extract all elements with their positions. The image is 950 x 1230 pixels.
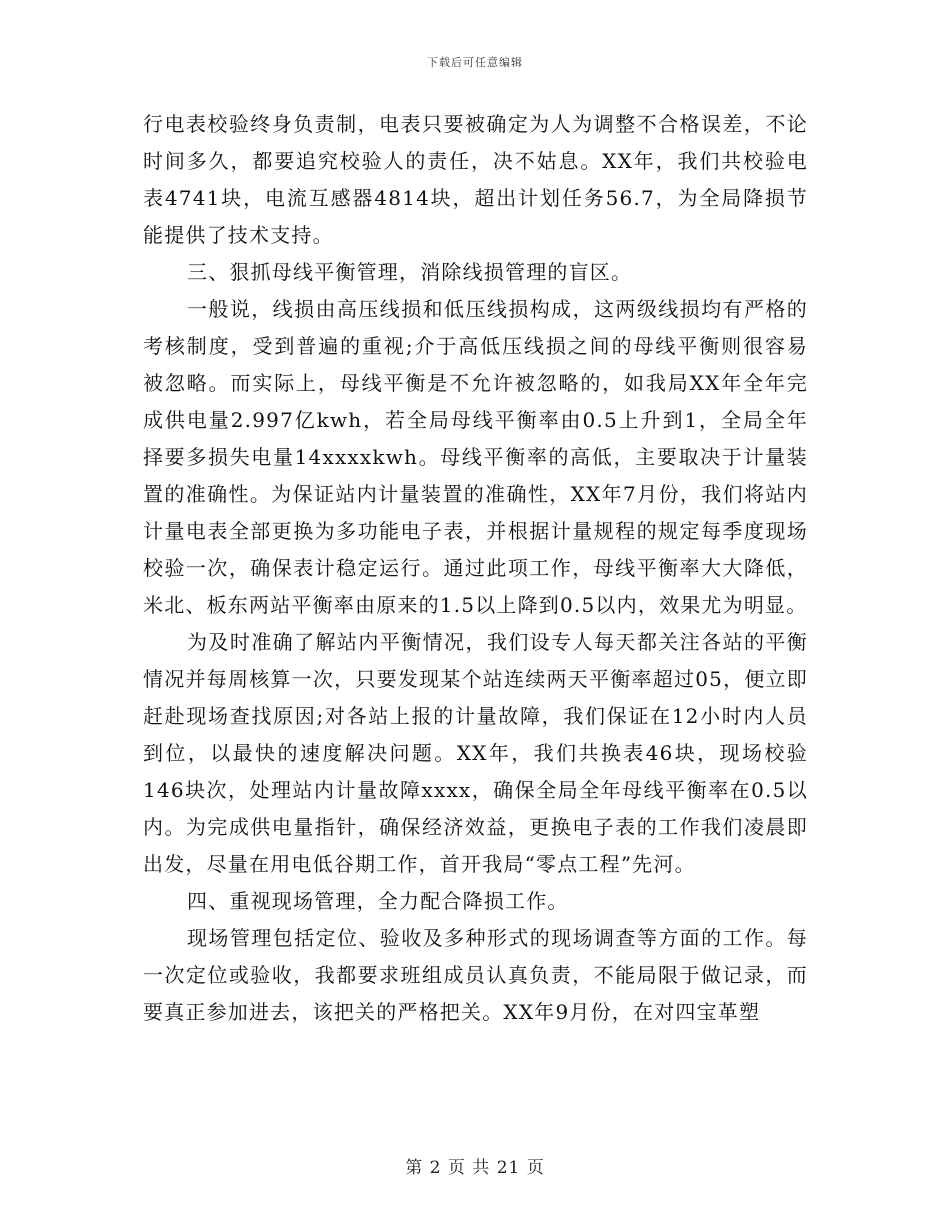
paragraph-1: 行电表校验终身负责制，电表只要被确定为人为调整不合格误差，不论时间多久，都要追究校验人的责任，决不姑息。XX年，我们共校验电表4741块，电流互感器4814块，超出计划任务56.7，为全局降损节能提供了技术支持。 <box>143 112 808 247</box>
paragraph-2: 一般说，线损由高压线损和低压线损构成，这两级线损均有严格的考核制度，受到普遍的重视;介于高低压线损之间的母线平衡则很容易被忽略。而实际上，母线平衡是不允许被忽略的，如我局XX年全年完成供电量2.997亿kwh，若全局母线平衡率由0.5上升到1，全局全年择要多损失电量14xxxxkwh。母线平衡率的高低，主要取决于计量装置的准确性。为保证站内计量装置的准确性，XX年7月份，我们将站内计量电表全部更换为多功能电子表，并根据计量规程的规定每季度现场校验一次，确保表计稳定运行。通过此项工作，母线平衡率大大降低，米北、板东两站平衡率由原来的1.5以上降到0.5以内，效果尤为明显。 <box>143 297 808 617</box>
section-heading-4: 四、重视现场管理，全力配合降损工作。 <box>187 889 569 913</box>
page-header: 下载后可任意编辑 <box>427 56 523 69</box>
section-heading-3: 三、狠抓母线平衡管理，消除线损管理的盲区。 <box>187 260 633 284</box>
paragraph-4: 现场管理包括定位、验收及多种形式的现场调查等方面的工作。每一次定位或验收，我都要求班组成员认真负责，不能局限于做记录，而要真正参加进去，该把关的严格把关。XX年9月份，在对四宝革塑 <box>143 926 808 1024</box>
document-body <box>143 106 808 1031</box>
page-footer: 第 2 页 共 21 页 <box>405 1158 545 1178</box>
paragraph-3: 为及时准确了解站内平衡情况，我们设专人每天都关注各站的平衡情况并每周核算一次，只要发现某个站连续两天平衡率超过05，便立即赶赴现场查找原因;对各站上报的计量故障，我们保证在12小时内人员到位，以最快的速度解决问题。XX年，我们共换表46块，现场校验146块次，处理站内计量故障xxxx，确保全局全年母线平衡率在0.5以内。为完成供电量指针，确保经济效益，更换电子表的工作我们凌晨即出发，尽量在用电低谷期工作，首开我局“零点工程”先河。 <box>143 630 808 876</box>
